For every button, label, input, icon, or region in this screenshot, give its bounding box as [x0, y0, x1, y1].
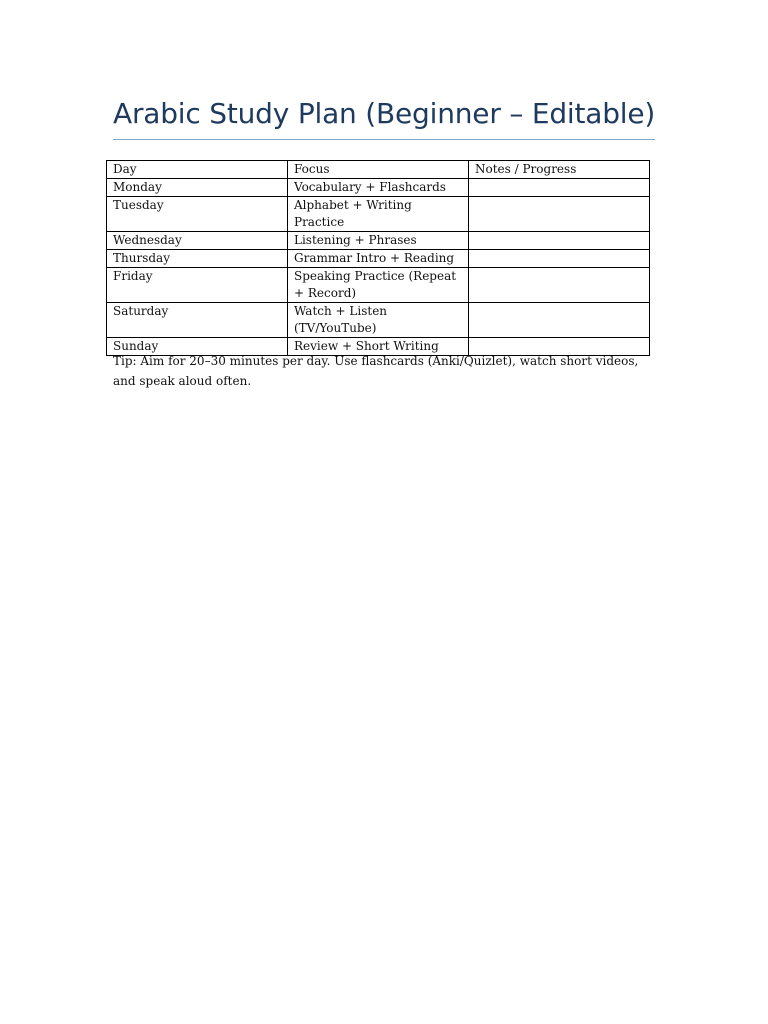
- tip-paragraph: Tip: Aim for 20–30 minutes per day. Use flashcards (Anki/Quizlet), watch short videos, and speak aloud often.: [113, 354, 639, 388]
- table-row: [107, 303, 650, 338]
- table-row: [107, 250, 650, 268]
- focus-cell: Alphabet + Writing Practice: [288, 197, 469, 232]
- focus-cell: Listening + Phrases: [288, 232, 469, 250]
- day-cell: Tuesday: [107, 197, 288, 232]
- notes-cell[interactable]: [469, 250, 650, 268]
- focus-cell: Review + Short Writing: [288, 338, 469, 356]
- focus-cell: Vocabulary + Flashcards: [288, 179, 469, 197]
- study-plan-table: [106, 160, 650, 356]
- notes-cell[interactable]: [469, 197, 650, 232]
- table-row: [107, 197, 650, 232]
- day-cell: Friday: [107, 268, 288, 303]
- table-row: [107, 232, 650, 250]
- day-cell: Thursday: [107, 250, 288, 268]
- table-row: [107, 268, 650, 303]
- notes-cell[interactable]: [469, 268, 650, 303]
- table-header-row: [107, 161, 650, 179]
- document-title: Arabic Study Plan (Beginner – Editable): [113, 97, 656, 130]
- focus-cell: Grammar Intro + Reading: [288, 250, 469, 268]
- header-focus: Focus: [288, 161, 469, 179]
- notes-cell[interactable]: [469, 179, 650, 197]
- title-underline: [113, 139, 655, 140]
- notes-cell[interactable]: [469, 303, 650, 338]
- day-cell: Saturday: [107, 303, 288, 338]
- header-day: Day: [107, 161, 288, 179]
- focus-cell: Speaking Practice (Repeat + Record): [288, 268, 469, 303]
- day-cell: Monday: [107, 179, 288, 197]
- focus-cell: Watch + Listen (TV/YouTube): [288, 303, 469, 338]
- day-cell: Wednesday: [107, 232, 288, 250]
- header-notes: Notes / Progress: [469, 161, 650, 179]
- notes-cell[interactable]: [469, 232, 650, 250]
- table-row: [107, 179, 650, 197]
- day-cell: Sunday: [107, 338, 288, 356]
